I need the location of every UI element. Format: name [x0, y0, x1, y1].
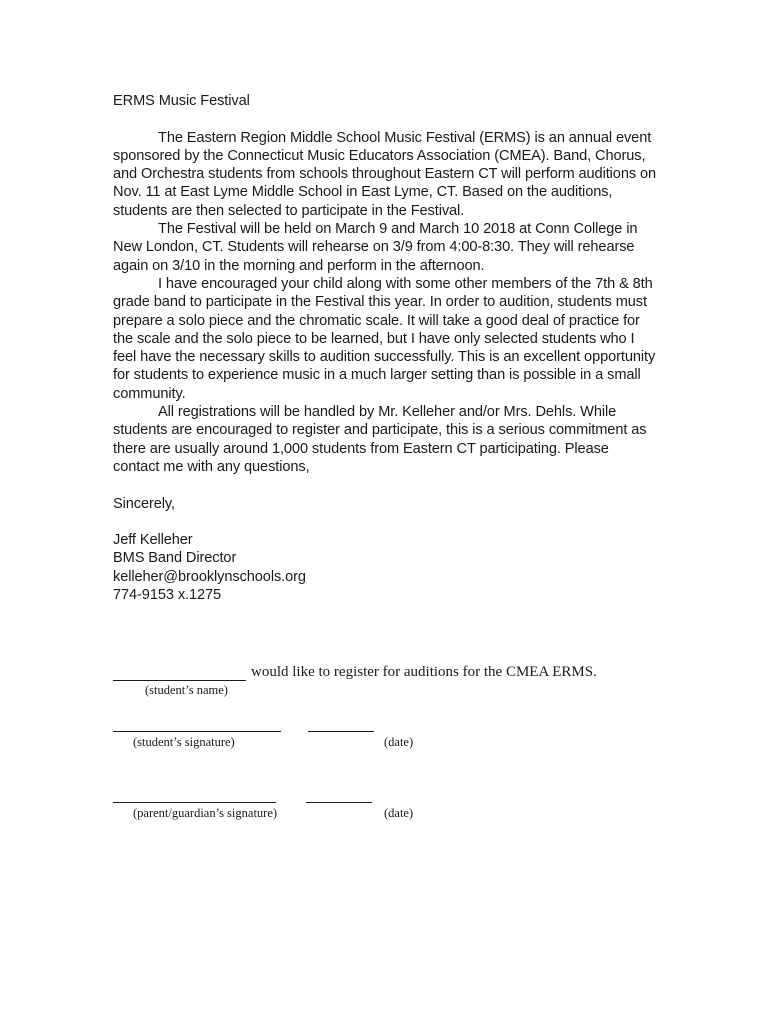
paragraph-festival-intro: The Eastern Region Middle School Music Festival (ERMS) is an annual event sponsored by the Connecticut Music Educators Association (CMEA). Band, Chorus, and Orchestra students from schools throughout Eastern CT will perform auditions on Nov. 11 at East Lyme Middle School in East Lyme, CT. Based on the auditions, students are then selected to participate in the Festival. [113, 129, 657, 219]
student-signature-line[interactable] [113, 731, 281, 732]
signer-name: Jeff Kelleher [113, 532, 193, 549]
parent-date-caption: (date) [384, 806, 414, 820]
signer-phone: 774-9153 x.1275 [113, 587, 222, 604]
parent-signature-caption: (parent/guardian’s signature) [133, 806, 278, 820]
signer-email: kelleher@brooklynschools.org [113, 568, 306, 585]
paragraph-festival-schedule: The Festival will be held on March 9 and March 10 2018 at Conn College in New London, CT. Students will rehearse on 3/9 from 4:00-8:30. They will rehearse again on 3/10 in the morning and perform in the afternoon. [113, 221, 638, 274]
parent-date-line[interactable] [306, 802, 372, 803]
student-date-line[interactable] [308, 731, 374, 732]
paragraph-audition-requirements: I have encouraged your child along with some other members of the 7th & 8th grade band to participate in the Festival this year. In order to audition, students must prepare a solo piece and the chromatic scale. It will take a good deal of practice for the scale and the solo piece to be learned, but I have only selected students who I feel have the necessary skills to audition successfully. This is an excellent opportunity for students to experience music in a much larger setting than is possible in a small community. [113, 275, 656, 402]
student-name-line[interactable] [113, 680, 246, 681]
letter-title: ERMS Music Festival [113, 93, 250, 109]
signer-title: BMS Band Director [113, 550, 237, 567]
student-name-caption: (student’s name) [145, 683, 228, 697]
paragraph-registration-info: All registrations will be handled by Mr. Kelleher and/or Mrs. Dehls. While students are encouraged to register and participate, this is a serious commitment as there are usually around 1,000 students from Eastern CT participating. Please contact me with any questions, [113, 404, 647, 475]
registration-statement: would like to register for auditions for the CMEA ERMS. [251, 664, 597, 680]
closing: Sincerely, [113, 495, 175, 512]
parent-signature-line[interactable] [113, 802, 276, 803]
student-date-caption: (date) [384, 735, 414, 749]
student-signature-caption: (student’s signature) [133, 735, 235, 749]
